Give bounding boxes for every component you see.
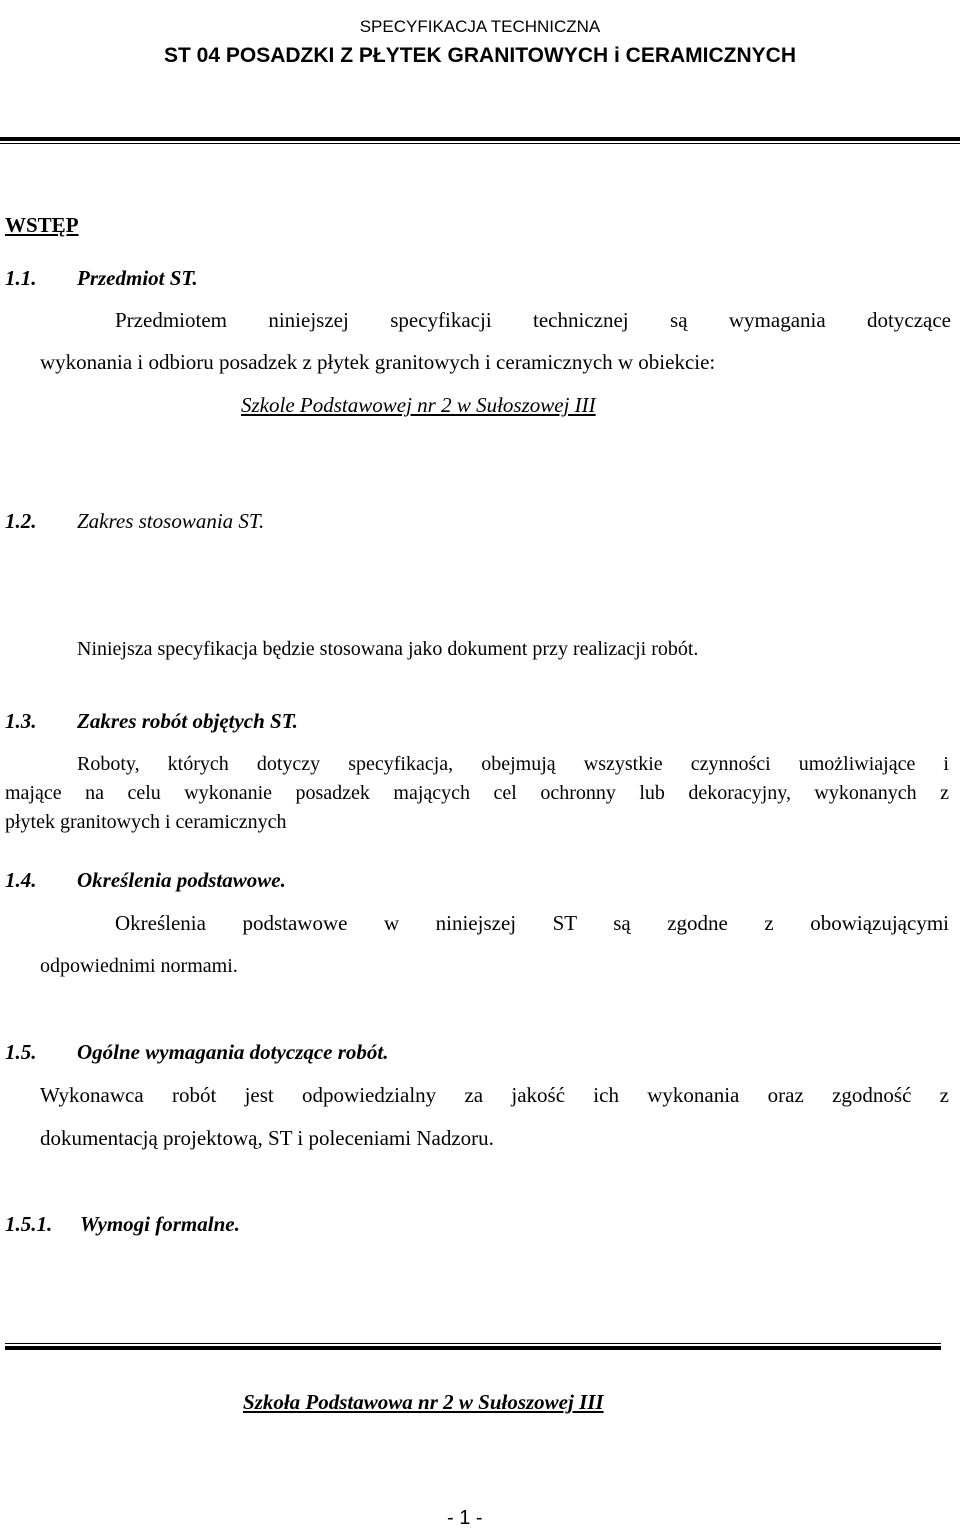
- section-1-2-number: 1.2.: [5, 509, 37, 533]
- header-rule-thick: [0, 137, 960, 141]
- footer-rule-thick: [5, 1346, 941, 1350]
- section-1-3-paragraph-line-2: mające na celu wykonanie posadzek mających cel ochronny lub dekoracyjny, wykonanych z: [5, 782, 949, 804]
- footer-school-name: Szkoła Podstawowa nr 2 w Sułoszowej III: [243, 1390, 604, 1414]
- section-1-3-paragraph-line-3: płytek granitowych i ceramicznych: [5, 811, 287, 833]
- document-title: ST 04 POSADZKI Z PŁYTEK GRANITOWYCH i CERAMICZNYCH: [164, 44, 796, 67]
- section-1-4-title: Określenia podstawowe.: [77, 868, 286, 892]
- header-rule-thin: [0, 143, 960, 144]
- section-1-3-title: Zakres robót objętych ST.: [77, 709, 298, 733]
- document-supertitle: SPECYFIKACJA TECHNICZNA: [359, 17, 601, 36]
- section-1-5-1-number: 1.5.1.: [5, 1212, 53, 1236]
- section-1-4-paragraph-line-2: odpowiednimi normami.: [40, 955, 238, 977]
- section-1-1-paragraph-line-1: Przedmiotem niniejszej specyfikacji technicznej są wymagania dotyczące: [115, 308, 951, 332]
- intro-heading: WSTĘP: [5, 213, 79, 237]
- section-1-1-paragraph-line-2: wykonania i odbioru posadzek z płytek granitowych i ceramicznych w obiekcie:: [40, 350, 716, 374]
- page-number: - 1 -: [447, 1507, 483, 1529]
- section-1-3-paragraph-line-1: Roboty, których dotyczy specyfikacja, obejmują wszystkie czynności umożliwiające i: [77, 753, 949, 775]
- footer-rule-thin: [5, 1343, 941, 1344]
- section-1-3-number: 1.3.: [5, 709, 37, 733]
- section-1-5-1-title: Wymogi formalne.: [80, 1212, 240, 1236]
- section-1-2-paragraph: Niniejsza specyfikacja będzie stosowana jako dokument przy realizacji robót.: [77, 638, 699, 660]
- section-1-5-paragraph-line-1: Wykonawca robót jest odpowiedzialny za jakość ich wykonania oraz zgodność z: [40, 1083, 949, 1107]
- section-1-4-number: 1.4.: [5, 868, 37, 892]
- section-1-4-paragraph-line-1: Określenia podstawowe w niniejszej ST są zgodne z obowiązującymi: [115, 911, 949, 935]
- section-1-5-title: Ogólne wymagania dotyczące robót.: [77, 1040, 389, 1064]
- section-1-5-number: 1.5.: [5, 1040, 37, 1064]
- section-1-5-paragraph-line-2: dokumentacją projektową, ST i poleceniami Nadzoru.: [40, 1126, 494, 1150]
- section-1-1-number: 1.1.: [5, 266, 37, 290]
- section-1-1-title: Przedmiot ST.: [77, 266, 198, 290]
- object-name: Szkole Podstawowej nr 2 w Sułoszowej III: [241, 393, 596, 417]
- section-1-2-title: Zakres stosowania ST.: [77, 509, 265, 533]
